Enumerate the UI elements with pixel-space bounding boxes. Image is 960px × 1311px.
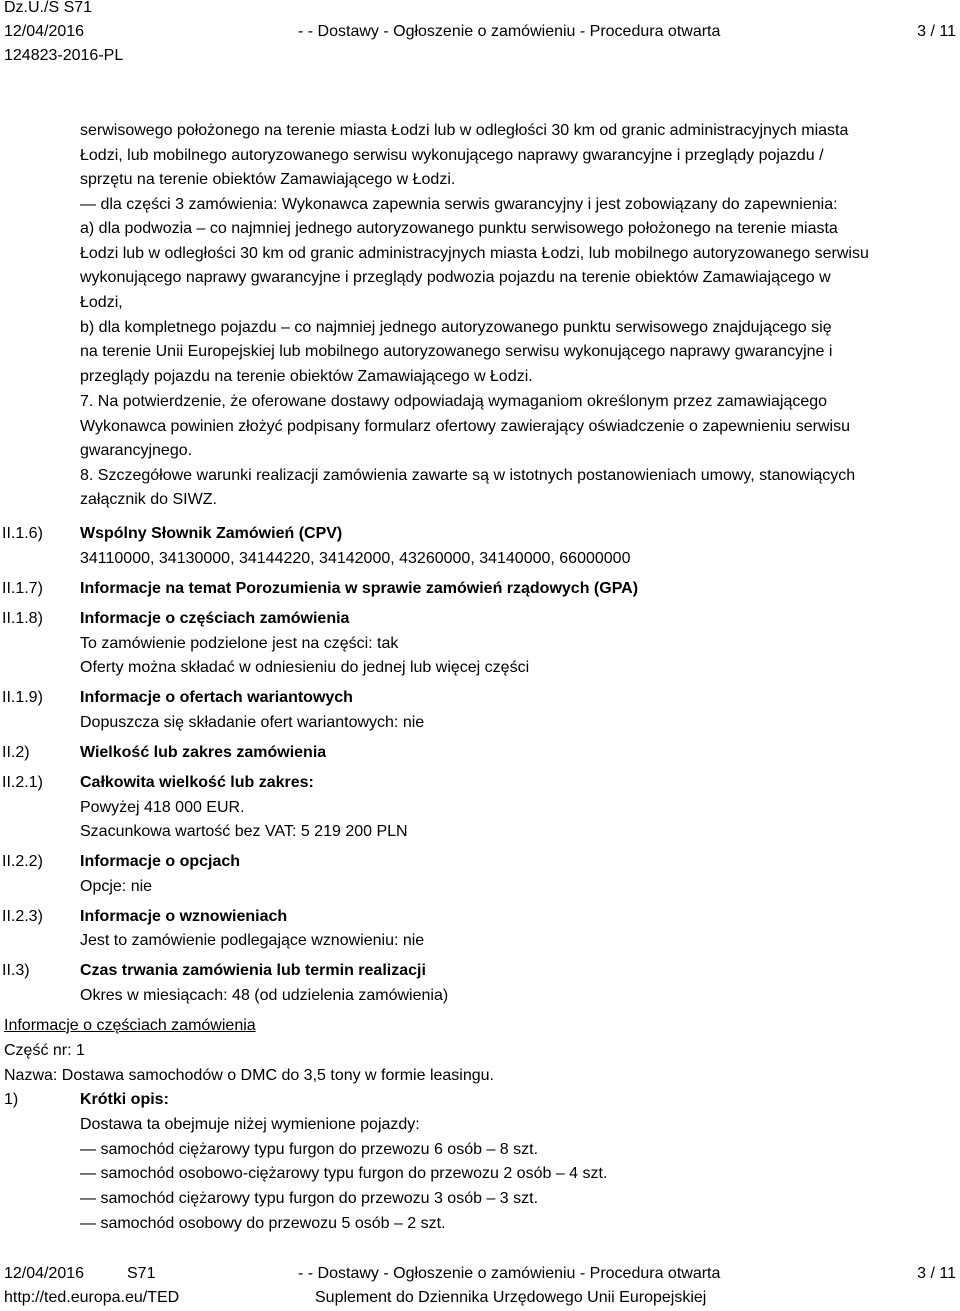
section-number: II.2.2) xyxy=(2,853,43,870)
list-item: — samochód ciężarowy typu furgon do przewozu 3 osób – 3 szt. xyxy=(80,1190,539,1207)
body-line: przeglądy pojazdu na terenie obiektów Zamawiającego w Łodzi. xyxy=(80,368,533,385)
section-number: II.2.3) xyxy=(2,908,43,925)
section-text: To zamówienie podzielone jest na części: tak xyxy=(80,635,399,652)
body-line: gwarancyjnego. xyxy=(80,442,193,459)
section-text: Okres w miesiącach: 48 (od udzielenia zamówienia) xyxy=(80,987,449,1004)
section-text: Powyżej 418 000 EUR. xyxy=(80,799,245,816)
section-text: Opcje: nie xyxy=(80,878,153,895)
description-intro: Dostawa ta obejmuje niżej wymienione pojazdy: xyxy=(80,1116,420,1133)
body-line: b) dla kompletnego pojazdu – co najmniej jednego autoryzowanego punktu serwisowego znajdującego się xyxy=(80,319,832,336)
section-number: II.1.6) xyxy=(2,525,43,542)
section-number: II.2) xyxy=(2,744,30,761)
section-text: Oferty można składać w odniesieniu do jednej lub więcej części xyxy=(80,659,530,676)
lot-number: Część nr: 1 xyxy=(4,1042,85,1059)
body-line: Wykonawca powinien złożyć podpisany formularz ofertowy zawierający oświadczenie o zapewnieniu serwisu xyxy=(80,418,850,435)
body-line: Łodzi, xyxy=(80,294,123,311)
body-line: na terenie Unii Europejskiej lub mobilnego autoryzowanego serwisu wykonującego naprawy gwarancyjne i xyxy=(80,343,833,360)
body-line: Łodzi lub w odległości 30 km od granic administracyjnych miasta Łodzi, lub mobilnego autoryzowanego serwisu xyxy=(80,245,869,262)
body-line: 8. Szczegółowe warunki realizacji zamówienia zawarte są w istotnych postanowieniach umowy, stanowiących xyxy=(80,467,856,484)
short-description-title: Krótki opis: xyxy=(80,1091,169,1108)
body-line: — dla części 3 zamówienia: Wykonawca zapewnia serwis gwarancyjny i jest zobowiązany do zapewnienia: xyxy=(80,196,838,213)
footer-page-number: 3 / 11 xyxy=(917,1265,956,1282)
section-title: Wielkość lub zakres zamówienia xyxy=(80,744,327,761)
body-line: sprzętu na terenie obiektów Zamawiającego w Łodzi. xyxy=(80,171,456,188)
section-title: Czas trwania zamówienia lub termin realizacji xyxy=(80,962,426,979)
section-number: II.1.8) xyxy=(2,610,43,627)
footer-title: - - Dostawy - Ogłoszenie o zamówieniu - Procedura otwarta xyxy=(298,1265,721,1282)
footer-series: S71 xyxy=(127,1265,156,1282)
body-line: a) dla podwozia – co najmniej jednego autoryzowanego punktu serwisowego położonego na terenie miasta xyxy=(80,220,838,237)
footer-date: 12/04/2016 xyxy=(4,1265,85,1282)
body-line: Łodzi, lub mobilnego autoryzowanego serwisu wykonującego naprawy gwarancyjne i przeglądy pojazdu / xyxy=(80,147,824,164)
footer-supplement: Suplement do Dziennika Urzędowego Unii Europejskiej xyxy=(315,1289,707,1306)
section-title: Informacje o częściach zamówienia xyxy=(80,610,350,627)
lots-heading: Informacje o częściach zamówienia xyxy=(4,1017,256,1034)
header-date: 12/04/2016 xyxy=(4,23,85,40)
header-title: - - Dostawy - Ogłoszenie o zamówieniu - Procedura otwarta xyxy=(298,23,721,40)
header-page-number: 3 / 11 xyxy=(917,23,956,40)
section-title: Wspólny Słownik Zamówień (CPV) xyxy=(80,525,343,542)
header-ref: 124823-2016-PL xyxy=(4,47,124,64)
list-item: — samochód osobowo-ciężarowy typu furgon do przewozu 2 osób – 4 szt. xyxy=(80,1165,608,1182)
section-text: Dopuszcza się składanie ofert wariantowych: nie xyxy=(80,714,425,731)
section-number: II.2.1) xyxy=(2,774,43,791)
section-title: Informacje na temat Porozumienia w sprawie zamówień rządowych (GPA) xyxy=(80,580,639,597)
section-number: II.3) xyxy=(2,962,30,979)
cpv-codes: 34110000, 34130000, 34144220, 34142000, 43260000, 34140000, 66000000 xyxy=(80,550,631,567)
section-title: Informacje o ofertach wariantowych xyxy=(80,689,353,706)
section-number: II.1.9) xyxy=(2,689,43,706)
section-text: Jest to zamówienie podlegające wznowieniu: nie xyxy=(80,932,425,949)
body-line: serwisowego położonego na terenie miasta Łodzi lub w odległości 30 km od granic administracyjnych miasta xyxy=(80,122,849,139)
estimated-value: Szacunkowa wartość bez VAT: 5 219 200 PLN xyxy=(80,823,408,840)
lot-name: Nazwa: Dostawa samochodów o DMC do 3,5 tony w formie leasingu. xyxy=(4,1067,494,1084)
body-line: 7. Na potwierdzenie, że oferowane dostawy odpowiadają wymaganiom określonym przez zamawiającego xyxy=(80,393,828,410)
footer-url[interactable]: http://ted.europa.eu/TED xyxy=(4,1289,180,1306)
list-item: — samochód osobowy do przewozu 5 osób – 2 szt. xyxy=(80,1215,446,1232)
section-title: Całkowita wielkość lub zakres: xyxy=(80,774,314,791)
item-number: 1) xyxy=(4,1091,19,1108)
doc-id: Dz.U./S S71 xyxy=(4,0,93,16)
body-line: wykonującego naprawy gwarancyjne i przeglądy podwozia pojazdu na terenie obiektów Zamawiającego w xyxy=(80,269,831,286)
section-title: Informacje o wznowieniach xyxy=(80,908,288,925)
section-number: II.1.7) xyxy=(2,580,43,597)
body-line: załącznik do SIWZ. xyxy=(80,491,217,508)
section-title: Informacje o opcjach xyxy=(80,853,241,870)
list-item: — samochód ciężarowy typu furgon do przewozu 6 osób – 8 szt. xyxy=(80,1141,539,1158)
